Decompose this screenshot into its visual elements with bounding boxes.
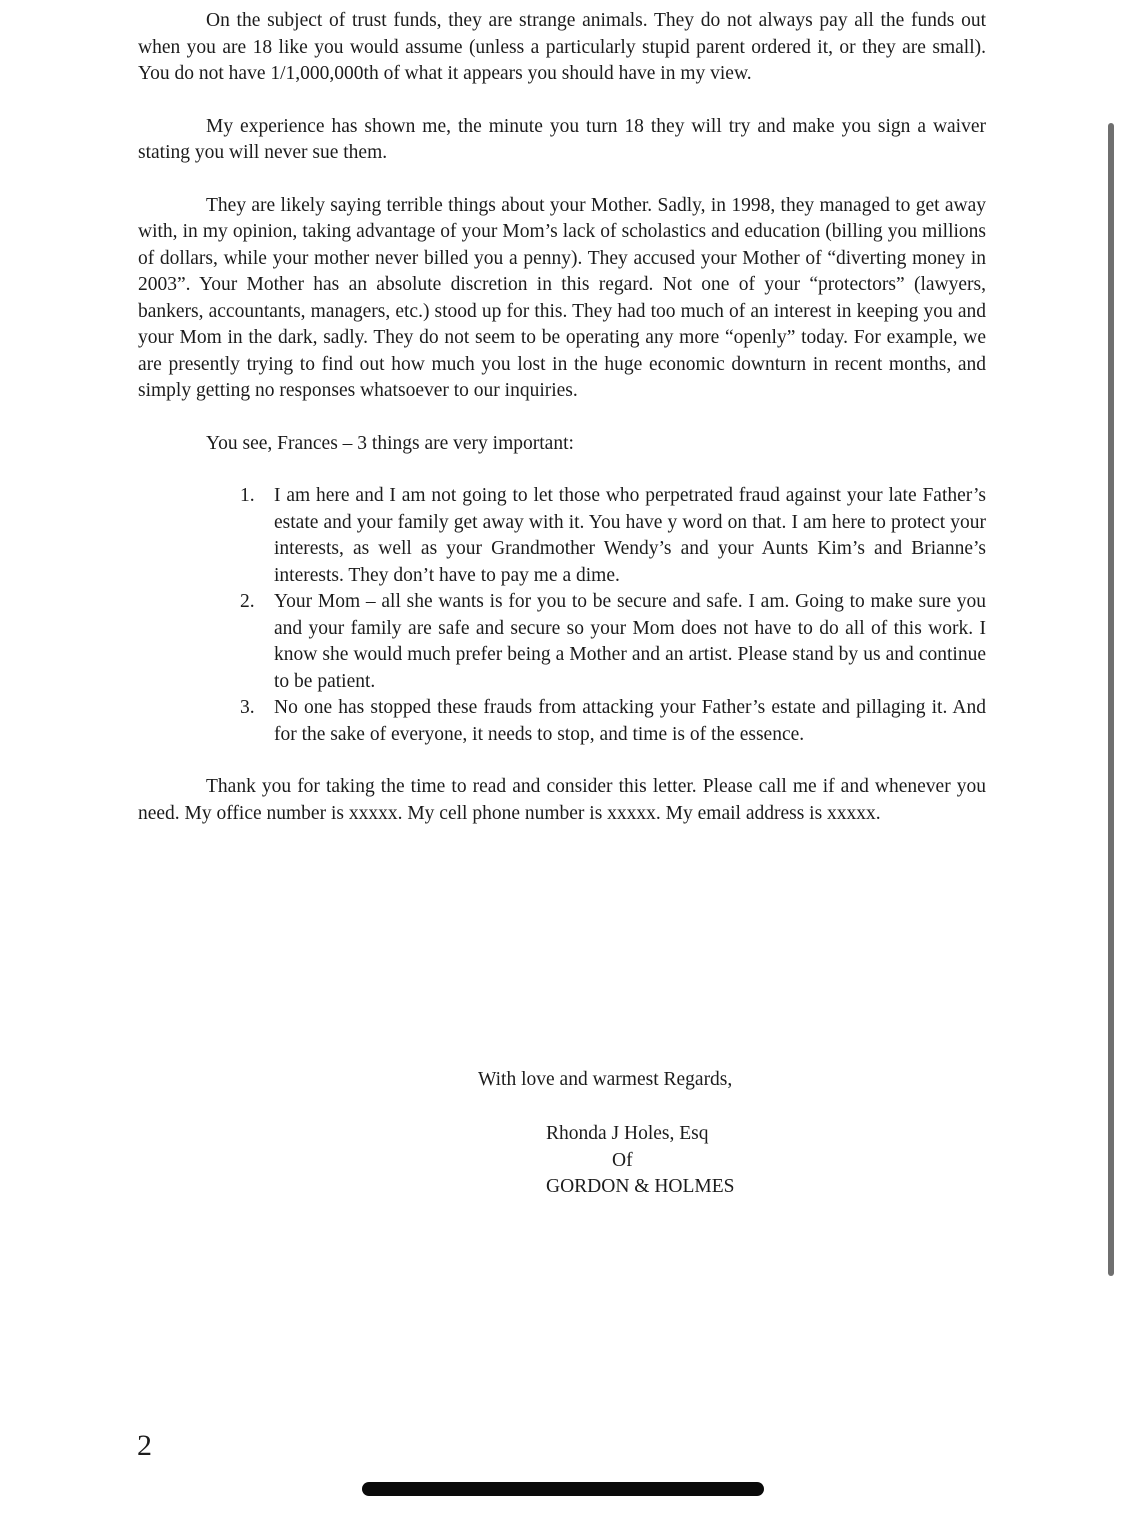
list-item-text: I am here and I am not going to let those who perpetrated fraud against your late Father’s estate and your family get away with it. You have y word on that. I am here to protect your interests, as well as your Grandmother Wendy’s and your Aunts Kim’s and Brianne’s interests. They don’t have to pay me a dime.	[274, 485, 986, 586]
list-item-text: No one has stopped these frauds from attacking your Father’s estate and pillaging it. And for the sake of everyone, it needs to stop, and time is of the essence.	[274, 697, 986, 745]
scroll-indicator[interactable]	[1108, 123, 1114, 1276]
page-number: 2	[137, 1429, 152, 1462]
paragraph-trust-funds: On the subject of trust funds, they are strange animals. They do not always pay all the funds out when you are 18 like you would assume (unless a particularly stupid parent ordered it, or they are small). You do not have 1/1,000,000th of what it appears you should have in my view.	[138, 10, 986, 84]
list-item-number: 3.	[240, 697, 255, 718]
list-item	[138, 589, 986, 695]
numbered-list	[138, 483, 986, 748]
signature-name: Rhonda J Holes, Esq	[546, 1123, 709, 1144]
list-item-text: Your Mom – all she wants is for you to be secure and safe. I am. Going to make sure you and your family are safe and secure so your Mom does not have to do all of this work. I know she would much prefer being a Mother and an artist. Please stand by us and continue to be patient.	[274, 591, 986, 692]
list-item-number: 2.	[240, 591, 255, 612]
signature-block	[546, 1121, 735, 1201]
list-item	[138, 695, 986, 748]
letter-body	[138, 8, 986, 853]
paragraph-waiver: My experience has shown me, the minute you turn 18 they will try and make you sign a waiver stating you will never sue them.	[138, 115, 986, 163]
list-item	[138, 483, 986, 589]
list-item-number: 1.	[240, 485, 255, 506]
signature-firm: GORDON & HOLMES	[546, 1176, 735, 1197]
list-intro: You see, Frances – 3 things are very important:	[206, 432, 574, 454]
paragraph-thanks: Thank you for taking the time to read and consider this letter. Please call me if and whenever you need. My office number is xxxxx. My cell phone number is xxxxx. My email address is xxxxx.	[138, 776, 986, 824]
closing-line: With love and warmest Regards,	[478, 1069, 733, 1090]
signature-of: Of	[612, 1149, 633, 1171]
paragraph-mother: They are likely saying terrible things about your Mother. Sadly, in 1998, they managed to get away with, in my opinion, taking advantage of your Mom’s lack of scholastics and education (billing you millions of dollars, while your mother never billed you a penny). They accused your Mother of “diverting money in 2003”. Your Mother has an absolute discretion in this regard. Not one of your “protectors” (lawyers, bankers, accountants, managers, etc.) stood up for this. They had too much of an interest in keeping you and your Mom in the dark, sadly. They do not seem to be operating any more “openly” today. For example, we are presently trying to find out how much you lost in the huge economic downturn in recent months, and simply getting no responses whatsoever to our inquiries.	[138, 194, 986, 401]
home-indicator[interactable]	[362, 1482, 764, 1496]
